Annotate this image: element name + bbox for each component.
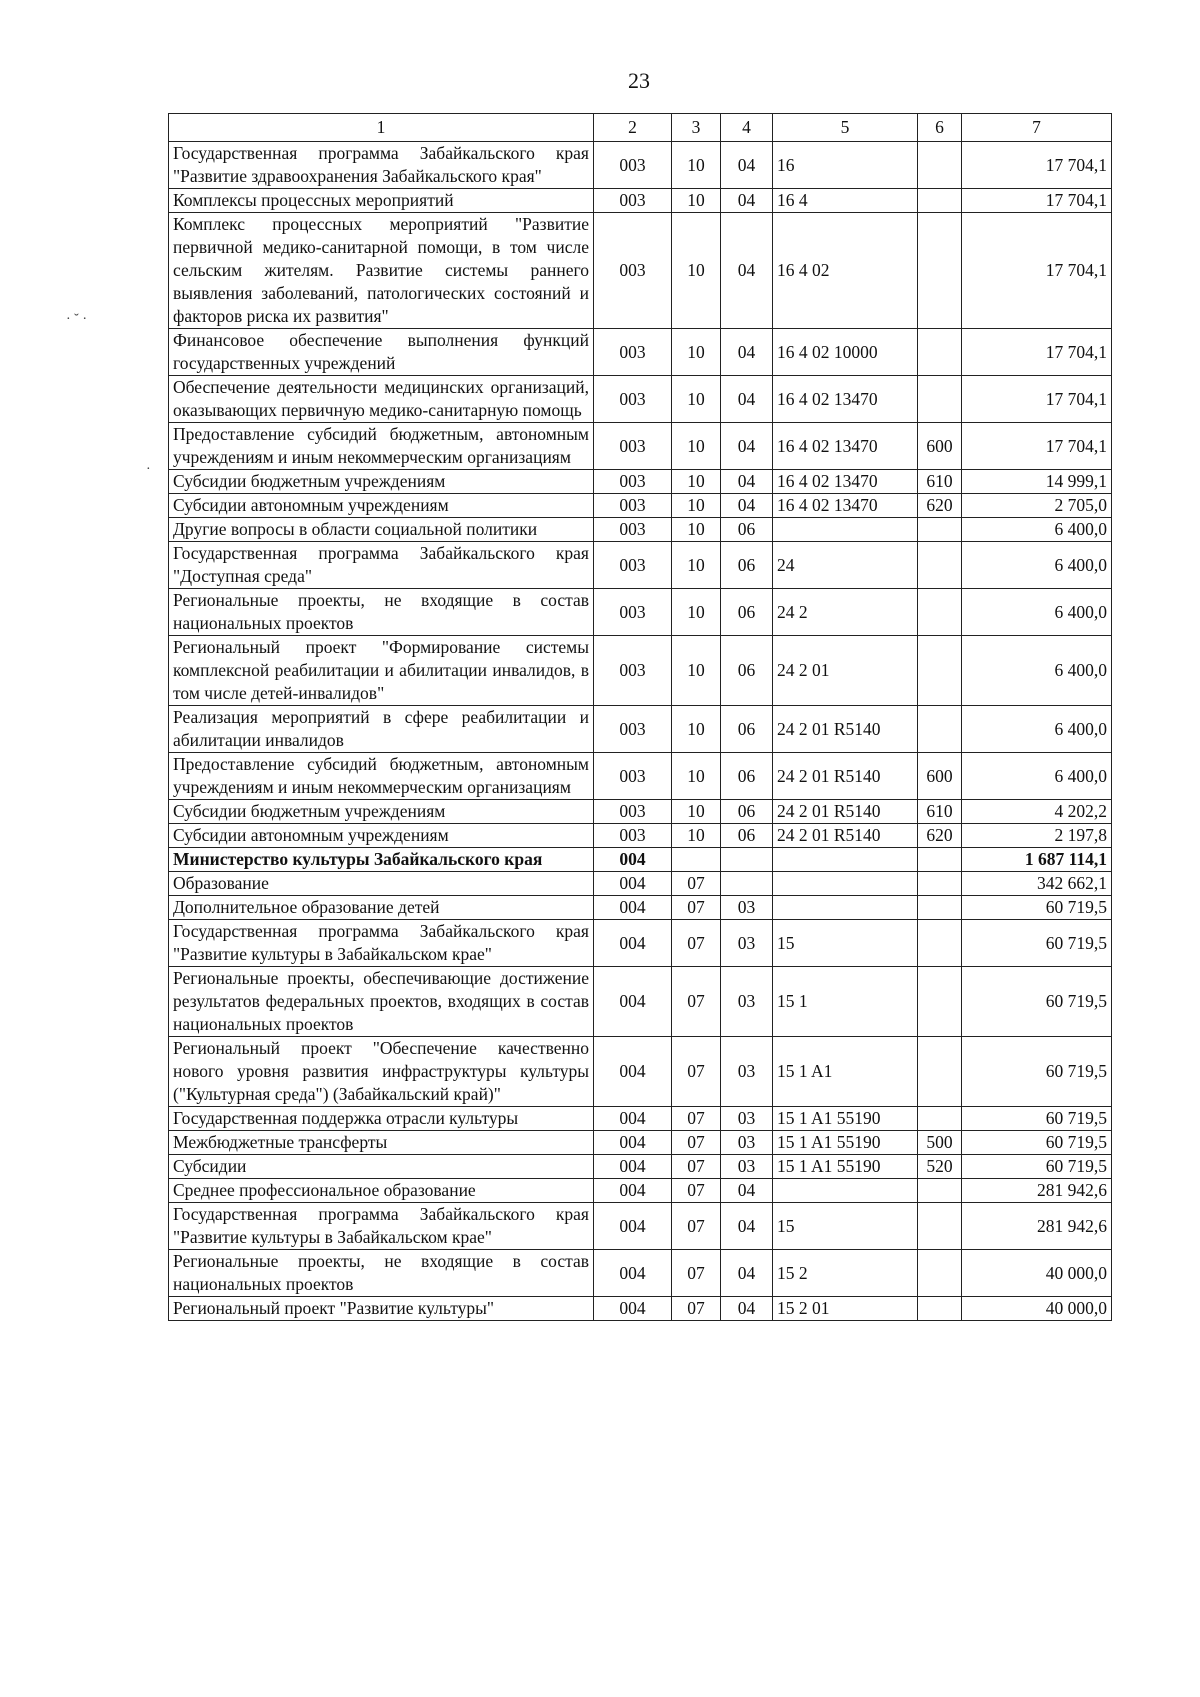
row-name-cell: Финансовое обеспечение выполнения функций государственных учреждений xyxy=(169,329,594,376)
code-gr-cell: 003 xyxy=(594,636,672,706)
amount-cell: 2 705,0 xyxy=(962,494,1112,518)
code-csr-cell: 16 xyxy=(773,142,918,189)
row-name-cell: Комплексы процессных мероприятий xyxy=(169,189,594,213)
code-gr-cell: 003 xyxy=(594,800,672,824)
code-pr-cell: 03 xyxy=(721,920,773,967)
code-pr-cell xyxy=(721,848,773,872)
code-rz-cell: 10 xyxy=(672,494,721,518)
code-gr-cell: 003 xyxy=(594,423,672,470)
row-name-cell: Государственная программа Забайкальского края "Доступная среда" xyxy=(169,542,594,589)
row-name-cell: Министерство культуры Забайкальского края xyxy=(169,848,594,872)
table-row xyxy=(169,872,1112,896)
table-row xyxy=(169,967,1112,1037)
row-name-cell: Субсидии бюджетным учреждениям xyxy=(169,470,594,494)
budget-table xyxy=(168,113,1112,1321)
amount-cell: 17 704,1 xyxy=(962,189,1112,213)
code-pr-cell: 03 xyxy=(721,896,773,920)
code-pr-cell: 04 xyxy=(721,329,773,376)
code-vr-cell xyxy=(918,896,962,920)
code-vr-cell xyxy=(918,872,962,896)
table-row xyxy=(169,1037,1112,1107)
code-gr-cell: 003 xyxy=(594,470,672,494)
code-pr-cell: 04 xyxy=(721,423,773,470)
row-name-cell: Региональные проекты, не входящие в состав национальных проектов xyxy=(169,589,594,636)
code-rz-cell: 10 xyxy=(672,213,721,329)
code-gr-cell: 004 xyxy=(594,1297,672,1321)
code-vr-cell xyxy=(918,329,962,376)
code-csr-cell xyxy=(773,1179,918,1203)
page-number: 23 xyxy=(628,68,650,93)
table-row xyxy=(169,589,1112,636)
column-header: 7 xyxy=(962,114,1112,142)
code-pr-cell: 04 xyxy=(721,470,773,494)
code-vr-cell: 610 xyxy=(918,800,962,824)
code-gr-cell: 003 xyxy=(594,189,672,213)
amount-cell: 60 719,5 xyxy=(962,1155,1112,1179)
code-rz-cell: 07 xyxy=(672,872,721,896)
code-rz-cell: 07 xyxy=(672,1155,721,1179)
code-pr-cell: 04 xyxy=(721,1179,773,1203)
code-rz-cell: 10 xyxy=(672,376,721,423)
code-csr-cell: 24 2 01 xyxy=(773,636,918,706)
row-name-cell: Государственная программа Забайкальского края "Развитие культуры в Забайкальском крае" xyxy=(169,920,594,967)
code-vr-cell: 620 xyxy=(918,494,962,518)
code-gr-cell: 004 xyxy=(594,1107,672,1131)
code-vr-cell xyxy=(918,636,962,706)
code-rz-cell: 10 xyxy=(672,706,721,753)
code-gr-cell: 003 xyxy=(594,706,672,753)
code-csr-cell: 16 4 xyxy=(773,189,918,213)
column-header: 5 xyxy=(773,114,918,142)
code-rz-cell: 10 xyxy=(672,636,721,706)
table-row xyxy=(169,706,1112,753)
code-vr-cell xyxy=(918,1107,962,1131)
amount-cell: 342 662,1 xyxy=(962,872,1112,896)
code-gr-cell: 004 xyxy=(594,1155,672,1179)
code-vr-cell xyxy=(918,706,962,753)
code-rz-cell: 10 xyxy=(672,824,721,848)
amount-cell: 60 719,5 xyxy=(962,896,1112,920)
column-header: 2 xyxy=(594,114,672,142)
code-vr-cell xyxy=(918,1297,962,1321)
column-header: 1 xyxy=(169,114,594,142)
code-csr-cell: 15 2 01 xyxy=(773,1297,918,1321)
code-csr-cell: 24 2 01 R5140 xyxy=(773,824,918,848)
amount-cell: 40 000,0 xyxy=(962,1250,1112,1297)
code-vr-cell xyxy=(918,213,962,329)
amount-cell: 6 400,0 xyxy=(962,636,1112,706)
code-csr-cell: 15 1 A1 55190 xyxy=(773,1155,918,1179)
amount-cell: 6 400,0 xyxy=(962,518,1112,542)
table-row xyxy=(169,1131,1112,1155)
row-name-cell: Дополнительное образование детей xyxy=(169,896,594,920)
code-vr-cell: 600 xyxy=(918,753,962,800)
table-row xyxy=(169,896,1112,920)
code-rz-cell: 10 xyxy=(672,142,721,189)
code-gr-cell: 004 xyxy=(594,1037,672,1107)
row-name-cell: Региональный проект "Формирование системы комплексной реабилитации и абилитации инвалидов, в том числе детей-инвалидов" xyxy=(169,636,594,706)
amount-cell: 40 000,0 xyxy=(962,1297,1112,1321)
code-gr-cell: 003 xyxy=(594,376,672,423)
code-gr-cell: 004 xyxy=(594,848,672,872)
code-vr-cell xyxy=(918,542,962,589)
code-csr-cell: 24 2 01 R5140 xyxy=(773,800,918,824)
code-gr-cell: 003 xyxy=(594,518,672,542)
row-name-cell: Обеспечение деятельности медицинских организаций, оказывающих первичную медико-санитарную помощь xyxy=(169,376,594,423)
code-gr-cell: 003 xyxy=(594,753,672,800)
row-name-cell: Государственная поддержка отрасли культуры xyxy=(169,1107,594,1131)
code-pr-cell: 03 xyxy=(721,967,773,1037)
code-gr-cell: 004 xyxy=(594,896,672,920)
code-gr-cell: 004 xyxy=(594,1131,672,1155)
code-rz-cell: 10 xyxy=(672,518,721,542)
row-name-cell: Региональные проекты, не входящие в состав национальных проектов xyxy=(169,1250,594,1297)
amount-cell: 6 400,0 xyxy=(962,589,1112,636)
code-csr-cell: 16 4 02 13470 xyxy=(773,494,918,518)
table-row xyxy=(169,376,1112,423)
row-name-cell: Региональные проекты, обеспечивающие достижение результатов федеральных проектов, входящих в состав национальных проектов xyxy=(169,967,594,1037)
table-row xyxy=(169,213,1112,329)
scan-speck: · ˘ · xyxy=(66,312,87,327)
code-gr-cell: 004 xyxy=(594,1179,672,1203)
table-row xyxy=(169,636,1112,706)
table-row xyxy=(169,1297,1112,1321)
code-csr-cell: 15 2 xyxy=(773,1250,918,1297)
code-pr-cell: 03 xyxy=(721,1131,773,1155)
row-name-cell: Региональный проект "Развитие культуры" xyxy=(169,1297,594,1321)
code-pr-cell: 06 xyxy=(721,706,773,753)
code-rz-cell: 07 xyxy=(672,1203,721,1250)
code-vr-cell: 520 xyxy=(918,1155,962,1179)
code-csr-cell: 24 xyxy=(773,542,918,589)
code-rz-cell: 10 xyxy=(672,470,721,494)
row-name-cell: Предоставление субсидий бюджетным, автономным учреждениям и иным некоммерческим организациям xyxy=(169,753,594,800)
code-csr-cell xyxy=(773,518,918,542)
code-pr-cell: 04 xyxy=(721,376,773,423)
code-csr-cell xyxy=(773,848,918,872)
code-gr-cell: 003 xyxy=(594,142,672,189)
code-rz-cell: 10 xyxy=(672,542,721,589)
code-pr-cell: 04 xyxy=(721,1250,773,1297)
code-rz-cell: 07 xyxy=(672,1131,721,1155)
code-pr-cell: 04 xyxy=(721,1203,773,1250)
code-gr-cell: 004 xyxy=(594,1250,672,1297)
code-vr-cell xyxy=(918,848,962,872)
code-vr-cell xyxy=(918,1203,962,1250)
code-csr-cell: 24 2 01 R5140 xyxy=(773,753,918,800)
table-row xyxy=(169,848,1112,872)
row-name-cell: Реализация мероприятий в сфере реабилитации и абилитации инвалидов xyxy=(169,706,594,753)
code-csr-cell: 24 2 xyxy=(773,589,918,636)
code-csr-cell: 16 4 02 xyxy=(773,213,918,329)
row-name-cell: Субсидии бюджетным учреждениям xyxy=(169,800,594,824)
code-vr-cell xyxy=(918,1179,962,1203)
code-vr-cell xyxy=(918,967,962,1037)
code-pr-cell: 03 xyxy=(721,1107,773,1131)
code-vr-cell xyxy=(918,518,962,542)
table-row xyxy=(169,494,1112,518)
code-pr-cell: 04 xyxy=(721,189,773,213)
code-gr-cell: 003 xyxy=(594,824,672,848)
code-rz-cell: 10 xyxy=(672,753,721,800)
column-header: 6 xyxy=(918,114,962,142)
amount-cell: 17 704,1 xyxy=(962,423,1112,470)
code-pr-cell: 06 xyxy=(721,753,773,800)
row-name-cell: Образование xyxy=(169,872,594,896)
row-name-cell: Предоставление субсидий бюджетным, автономным учреждениям и иным некоммерческим организациям xyxy=(169,423,594,470)
table-row xyxy=(169,542,1112,589)
amount-cell: 60 719,5 xyxy=(962,1037,1112,1107)
table-row xyxy=(169,1155,1112,1179)
row-name-cell: Среднее профессиональное образование xyxy=(169,1179,594,1203)
amount-cell: 281 942,6 xyxy=(962,1203,1112,1250)
code-rz-cell: 07 xyxy=(672,967,721,1037)
code-csr-cell xyxy=(773,896,918,920)
code-rz-cell: 07 xyxy=(672,896,721,920)
code-rz-cell: 10 xyxy=(672,800,721,824)
row-name-cell: Другие вопросы в области социальной политики xyxy=(169,518,594,542)
code-csr-cell: 15 1 A1 xyxy=(773,1037,918,1107)
row-name-cell: Межбюджетные трансферты xyxy=(169,1131,594,1155)
table-row xyxy=(169,824,1112,848)
code-gr-cell: 003 xyxy=(594,589,672,636)
code-csr-cell: 16 4 02 13470 xyxy=(773,470,918,494)
table-row xyxy=(169,423,1112,470)
code-csr-cell: 15 xyxy=(773,1203,918,1250)
code-pr-cell: 06 xyxy=(721,518,773,542)
row-name-cell: Субсидии xyxy=(169,1155,594,1179)
code-pr-cell: 06 xyxy=(721,824,773,848)
column-header: 4 xyxy=(721,114,773,142)
code-vr-cell xyxy=(918,920,962,967)
code-pr-cell xyxy=(721,872,773,896)
code-rz-cell: 07 xyxy=(672,1250,721,1297)
amount-cell: 17 704,1 xyxy=(962,376,1112,423)
amount-cell: 6 400,0 xyxy=(962,753,1112,800)
code-gr-cell: 003 xyxy=(594,213,672,329)
row-name-cell: Региональный проект "Обеспечение качественно нового уровня развития инфраструктуры культуры ("Культурная среда") (Забайкальский край)" xyxy=(169,1037,594,1107)
code-csr-cell: 15 1 A1 55190 xyxy=(773,1131,918,1155)
code-gr-cell: 003 xyxy=(594,542,672,589)
table-row xyxy=(169,470,1112,494)
code-rz-cell: 10 xyxy=(672,589,721,636)
row-name-cell: Субсидии автономным учреждениям xyxy=(169,824,594,848)
amount-cell: 6 400,0 xyxy=(962,706,1112,753)
code-csr-cell: 16 4 02 13470 xyxy=(773,376,918,423)
amount-cell: 60 719,5 xyxy=(962,1131,1112,1155)
scan-speck: · xyxy=(146,462,151,477)
row-name-cell: Субсидии автономным учреждениям xyxy=(169,494,594,518)
table-row xyxy=(169,753,1112,800)
code-pr-cell: 06 xyxy=(721,589,773,636)
code-rz-cell: 07 xyxy=(672,1297,721,1321)
code-pr-cell: 06 xyxy=(721,636,773,706)
code-vr-cell xyxy=(918,1037,962,1107)
table-body xyxy=(169,142,1112,1321)
code-rz-cell: 07 xyxy=(672,1107,721,1131)
code-vr-cell xyxy=(918,376,962,423)
amount-cell: 281 942,6 xyxy=(962,1179,1112,1203)
amount-cell: 60 719,5 xyxy=(962,967,1112,1037)
code-gr-cell: 004 xyxy=(594,920,672,967)
code-vr-cell: 610 xyxy=(918,470,962,494)
table-row xyxy=(169,142,1112,189)
amount-cell: 1 687 114,1 xyxy=(962,848,1112,872)
code-gr-cell: 003 xyxy=(594,494,672,518)
amount-cell: 14 999,1 xyxy=(962,470,1112,494)
code-vr-cell: 500 xyxy=(918,1131,962,1155)
code-pr-cell: 06 xyxy=(721,542,773,589)
code-pr-cell: 06 xyxy=(721,800,773,824)
code-rz-cell xyxy=(672,848,721,872)
code-csr-cell: 16 4 02 10000 xyxy=(773,329,918,376)
amount-cell: 17 704,1 xyxy=(962,213,1112,329)
code-pr-cell: 04 xyxy=(721,1297,773,1321)
table-row xyxy=(169,189,1112,213)
table-row xyxy=(169,1203,1112,1250)
code-csr-cell: 15 xyxy=(773,920,918,967)
code-gr-cell: 004 xyxy=(594,872,672,896)
code-rz-cell: 10 xyxy=(672,189,721,213)
code-pr-cell: 04 xyxy=(721,142,773,189)
row-name-cell: Государственная программа Забайкальского края "Развитие культуры в Забайкальском крае" xyxy=(169,1203,594,1250)
column-header: 3 xyxy=(672,114,721,142)
code-csr-cell: 16 4 02 13470 xyxy=(773,423,918,470)
code-vr-cell xyxy=(918,142,962,189)
code-vr-cell: 620 xyxy=(918,824,962,848)
amount-cell: 6 400,0 xyxy=(962,542,1112,589)
amount-cell: 17 704,1 xyxy=(962,142,1112,189)
code-vr-cell xyxy=(918,589,962,636)
amount-cell: 60 719,5 xyxy=(962,920,1112,967)
code-csr-cell: 24 2 01 R5140 xyxy=(773,706,918,753)
code-gr-cell: 004 xyxy=(594,1203,672,1250)
code-gr-cell: 003 xyxy=(594,329,672,376)
code-vr-cell: 600 xyxy=(918,423,962,470)
code-rz-cell: 07 xyxy=(672,1179,721,1203)
table-row xyxy=(169,518,1112,542)
code-rz-cell: 07 xyxy=(672,1037,721,1107)
code-vr-cell xyxy=(918,1250,962,1297)
code-pr-cell: 04 xyxy=(721,213,773,329)
code-rz-cell: 10 xyxy=(672,329,721,376)
code-gr-cell: 004 xyxy=(594,967,672,1037)
code-rz-cell: 10 xyxy=(672,423,721,470)
table-row xyxy=(169,1250,1112,1297)
code-csr-cell: 15 1 A1 55190 xyxy=(773,1107,918,1131)
amount-cell: 17 704,1 xyxy=(962,329,1112,376)
code-pr-cell: 04 xyxy=(721,494,773,518)
column-number-row xyxy=(169,114,1112,142)
code-csr-cell xyxy=(773,872,918,896)
row-name-cell: Комплекс процессных мероприятий "Развитие первичной медико-санитарной помощи, в том числе сельским жителям. Развитие системы раннего выявления заболеваний, патологических состояний и факторов риска их развития" xyxy=(169,213,594,329)
table-row xyxy=(169,920,1112,967)
table-row xyxy=(169,1107,1112,1131)
code-pr-cell: 03 xyxy=(721,1037,773,1107)
amount-cell: 2 197,8 xyxy=(962,824,1112,848)
table-row xyxy=(169,1179,1112,1203)
amount-cell: 60 719,5 xyxy=(962,1107,1112,1131)
code-pr-cell: 03 xyxy=(721,1155,773,1179)
code-rz-cell: 07 xyxy=(672,920,721,967)
table-row xyxy=(169,329,1112,376)
code-csr-cell: 15 1 xyxy=(773,967,918,1037)
amount-cell: 4 202,2 xyxy=(962,800,1112,824)
row-name-cell: Государственная программа Забайкальского края "Развитие здравоохранения Забайкальского края" xyxy=(169,142,594,189)
table-row xyxy=(169,800,1112,824)
code-vr-cell xyxy=(918,189,962,213)
